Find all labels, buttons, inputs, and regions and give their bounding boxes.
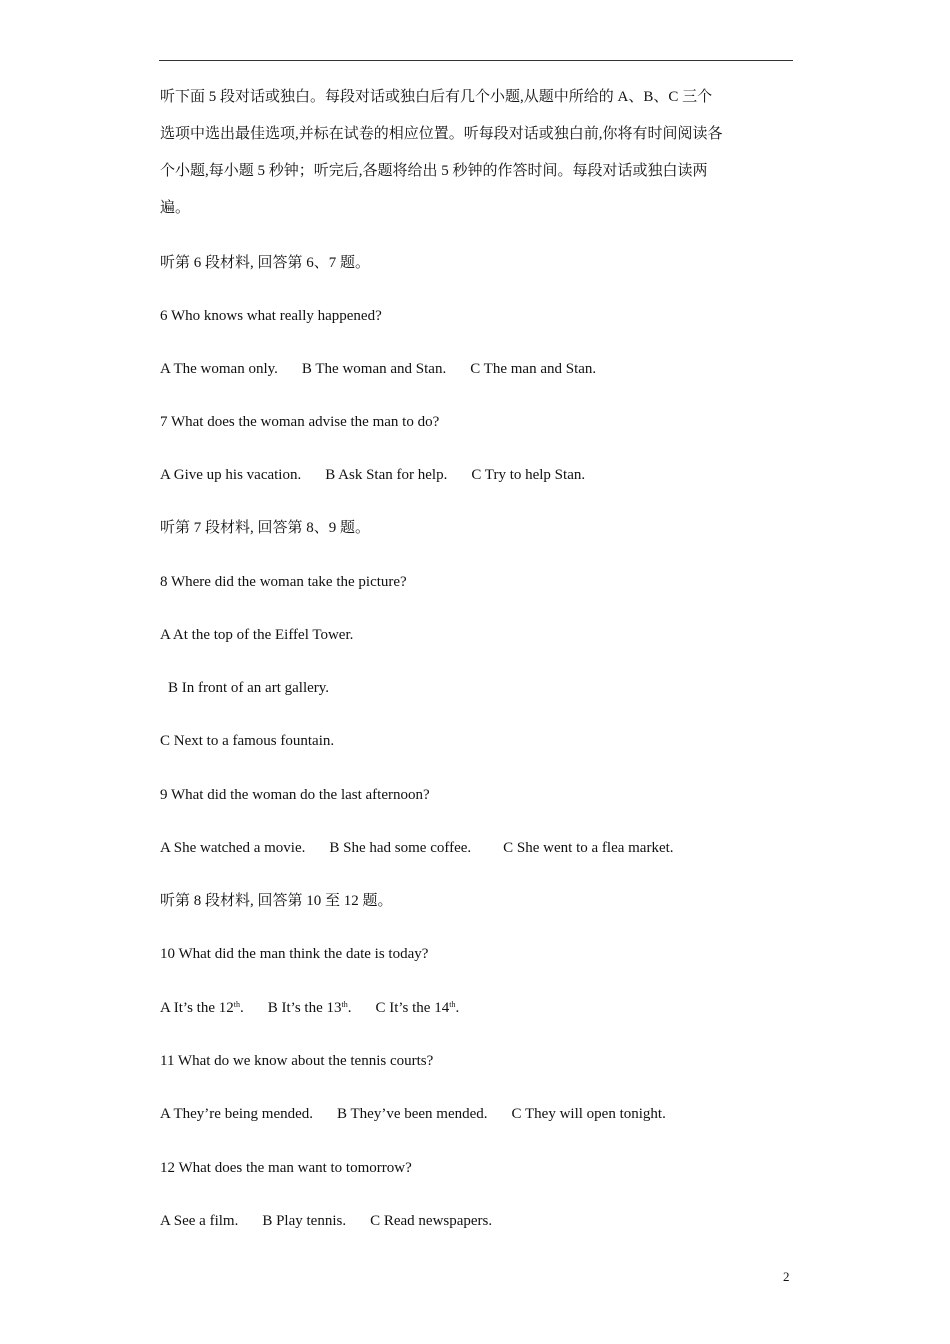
- question-10-option-b: [268, 1000, 352, 1016]
- question-8-option-a: A At the top of the Eiffel Tower.: [160, 627, 354, 643]
- question-8-stem: 8 Where did the woman take the picture?: [160, 574, 407, 590]
- question-7-option-c: C Try to help Stan.: [471, 467, 586, 483]
- period: .: [455, 1000, 460, 1016]
- ordinal-suffix: th: [449, 1000, 456, 1009]
- option-c-text: C It’s the 14: [375, 1000, 450, 1016]
- question-10-option-c: [375, 1000, 459, 1016]
- instructions-line-4: 遍。: [160, 200, 191, 216]
- option-a-text: A It’s the 12: [160, 1000, 234, 1016]
- period: .: [347, 1000, 352, 1016]
- question-10-stem: 10 What did the man think the date is today?: [160, 946, 429, 962]
- question-12-option-c: C Read newspapers.: [370, 1213, 493, 1229]
- header-rule: [159, 60, 793, 61]
- instructions-line-3: 个小题,每小题 5 秒钟；听完后,各题将给出 5 秒钟的作答时间。每段对话或独白读两: [160, 163, 708, 179]
- question-12-options: [160, 1211, 492, 1231]
- question-10-options: [160, 998, 459, 1018]
- question-11-option-c: C They will open tonight.: [511, 1106, 666, 1122]
- instructions-line-1: 听下面 5 段对话或独白。每段对话或独白后有几个小题,从题中所给的 A、B、C 三个: [160, 89, 713, 105]
- question-11-options: [160, 1104, 666, 1124]
- question-9-options: [160, 838, 674, 858]
- page-number: 2: [783, 1269, 790, 1284]
- question-6-stem: 6 Who knows what really happened?: [160, 308, 382, 324]
- question-6-option-c: C The man and Stan.: [470, 361, 597, 377]
- ordinal-suffix: th: [233, 1000, 240, 1009]
- question-12-option-b: B Play tennis.: [262, 1213, 347, 1229]
- question-7-option-a: A Give up his vacation.: [160, 467, 302, 483]
- question-12-option-a: A See a film.: [160, 1213, 239, 1229]
- period: .: [239, 1000, 244, 1016]
- question-11-stem: 11 What do we know about the tennis courts?: [160, 1053, 434, 1069]
- question-7-option-b: B Ask Stan for help.: [325, 467, 448, 483]
- question-9-option-c: C She went to a flea market.: [503, 840, 674, 856]
- question-8-option-b: B In front of an art gallery.: [168, 680, 330, 696]
- question-9-stem: 9 What did the woman do the last afternoon?: [160, 787, 430, 803]
- question-9-option-b: B She had some coffee.: [329, 840, 472, 856]
- question-11-option-a: A They’re being mended.: [160, 1106, 314, 1122]
- question-7-stem: 7 What does the woman advise the man to do?: [160, 414, 440, 430]
- question-6-option-b: B The woman and Stan.: [301, 361, 447, 377]
- question-6-options: [160, 359, 596, 379]
- question-12-stem: 12 What does the man want to tomorrow?: [160, 1160, 412, 1176]
- question-10-option-a: [160, 1000, 244, 1016]
- instructions-line-2: 选项中选出最佳选项,并标在试卷的相应位置。听每段对话或独白前,你将有时间阅读各: [160, 126, 723, 142]
- question-7-options: [160, 465, 585, 485]
- question-11-option-b: B They’ve been mended.: [337, 1106, 488, 1122]
- question-8-option-c: C Next to a famous fountain.: [160, 733, 335, 749]
- section-6-header: 听第 6 段材料, 回答第 6、7 题。: [160, 255, 371, 271]
- question-6-option-a: A The woman only.: [160, 361, 278, 377]
- option-b-text: B It’s the 13: [267, 1000, 342, 1016]
- ordinal-suffix: th: [341, 1000, 348, 1009]
- section-8-header: 听第 8 段材料, 回答第 10 至 12 题。: [160, 893, 393, 909]
- question-9-option-a: A She watched a movie.: [160, 840, 306, 856]
- section-7-header: 听第 7 段材料, 回答第 8、9 题。: [160, 520, 371, 536]
